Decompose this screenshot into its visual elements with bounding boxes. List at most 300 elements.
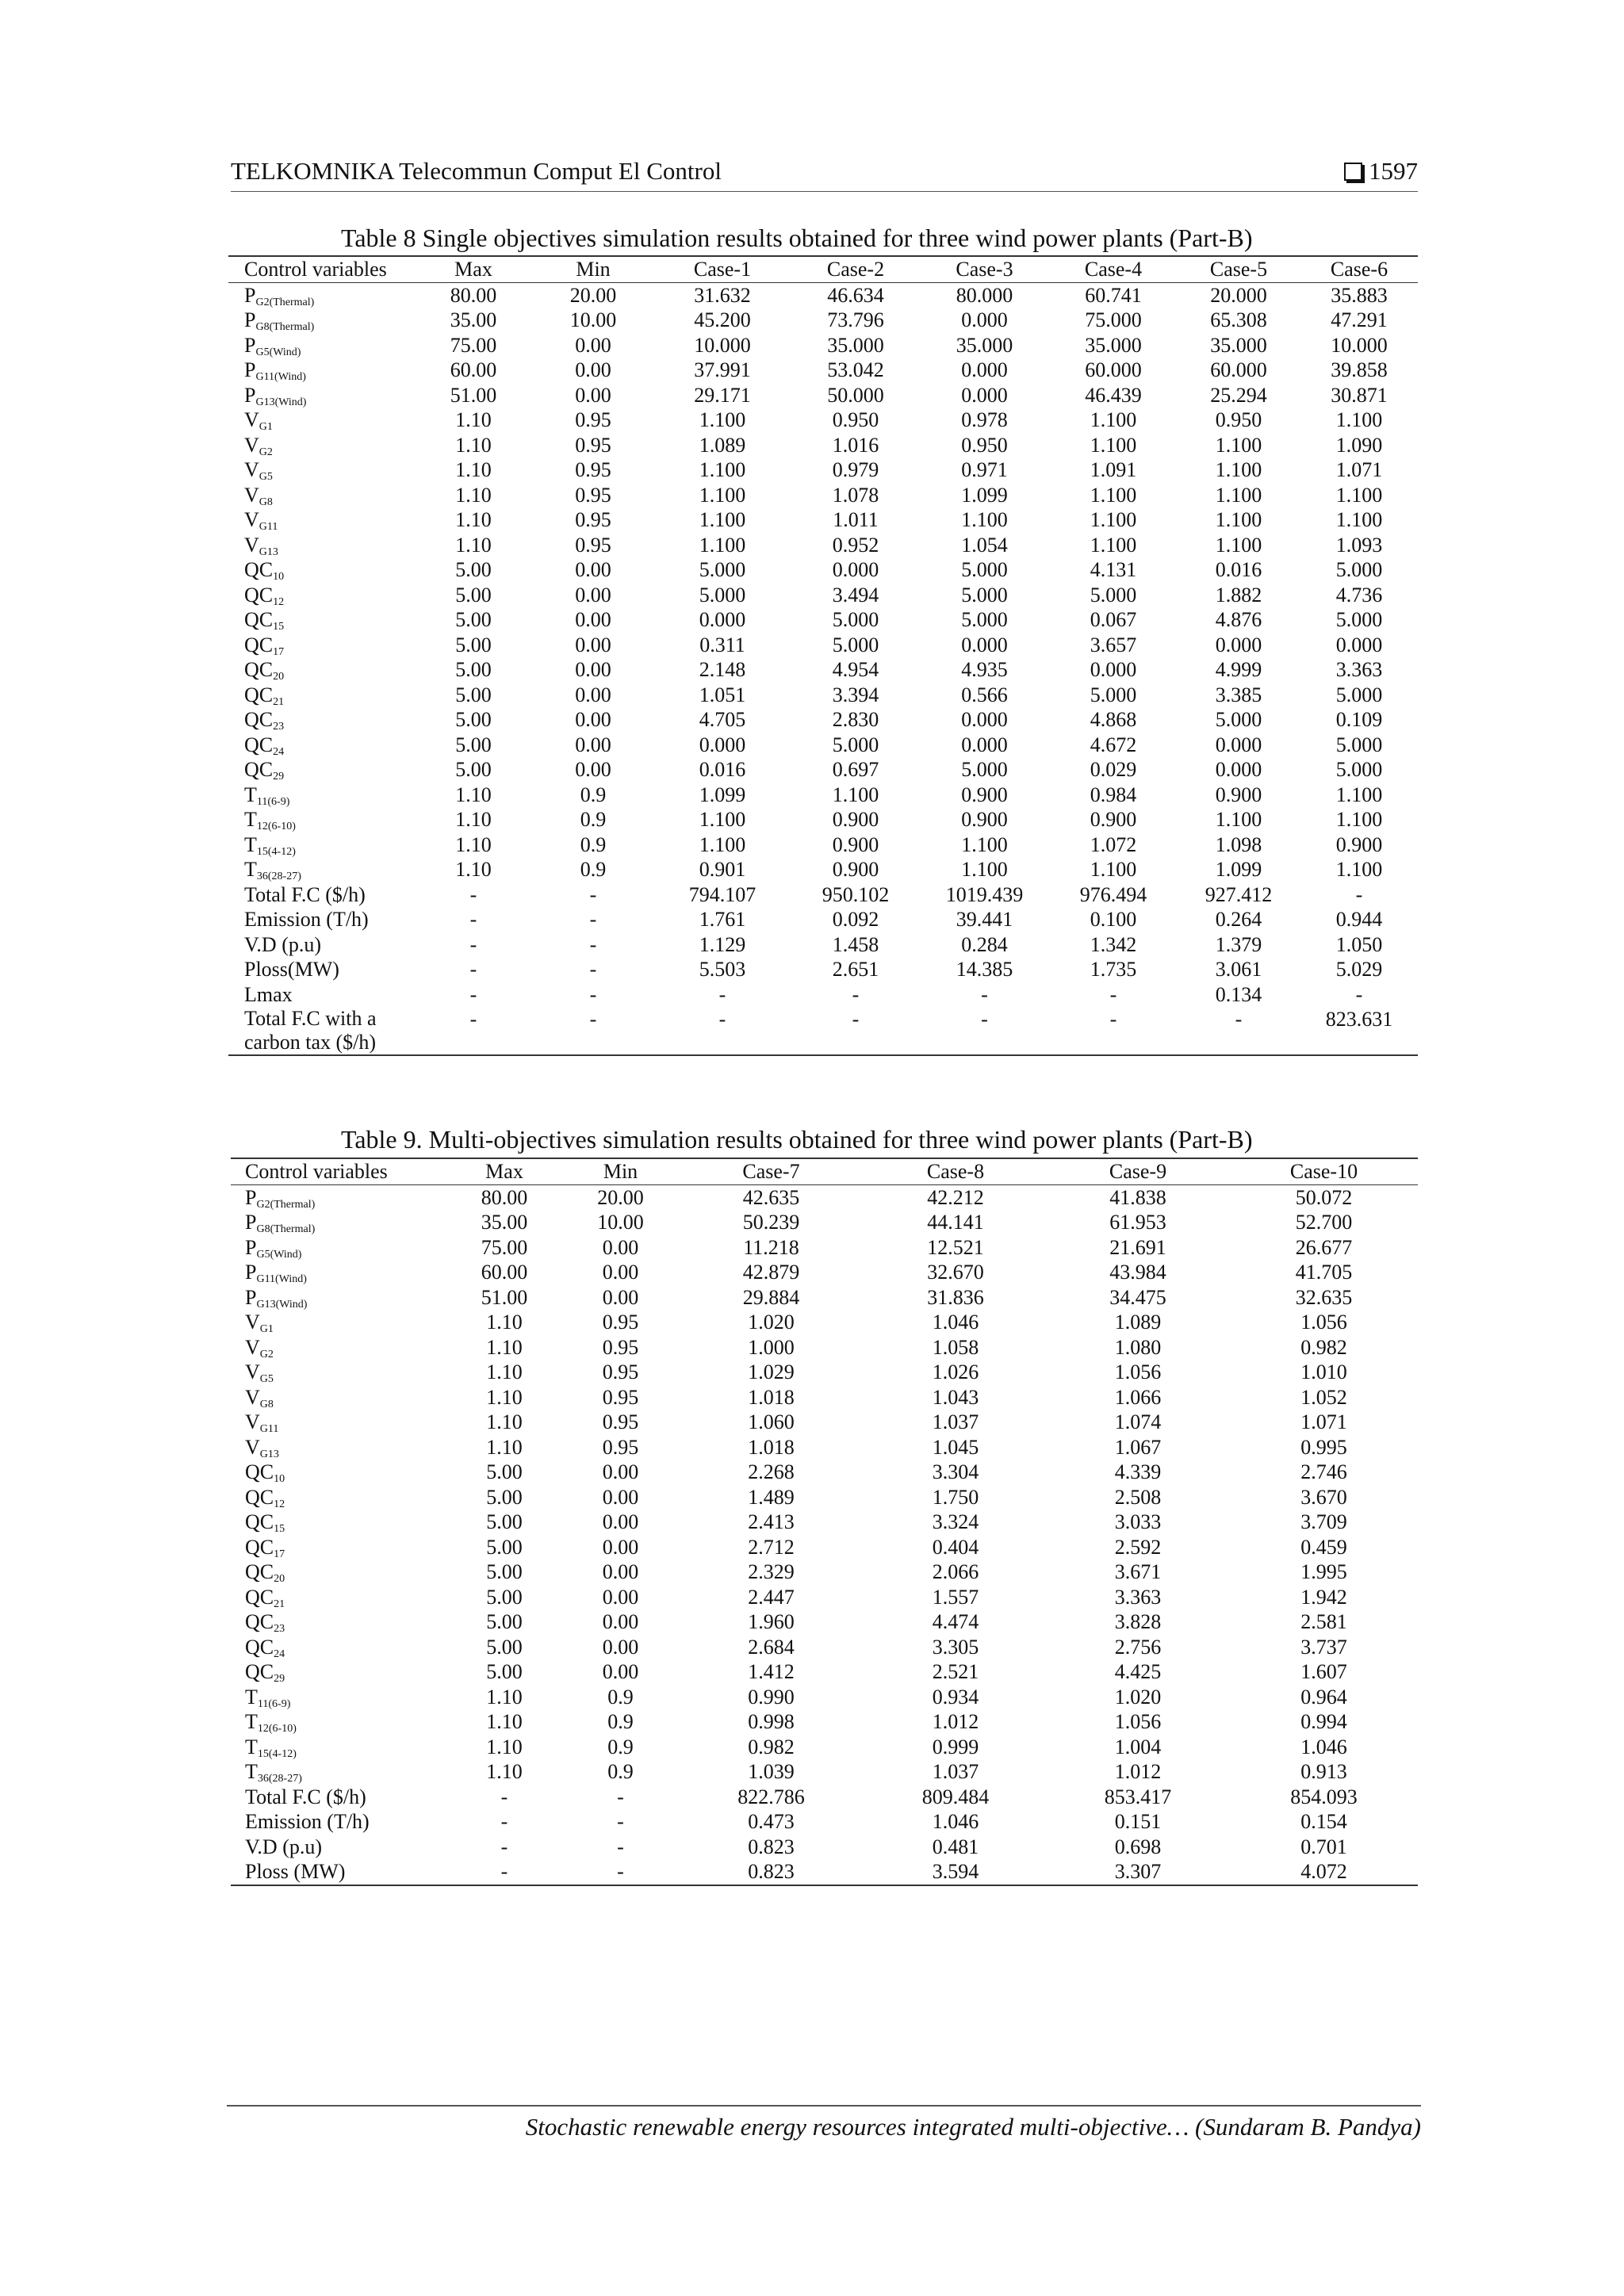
variable-symbol: QC bbox=[244, 683, 274, 706]
value-cell: 2.148 bbox=[699, 658, 746, 681]
table-row bbox=[228, 358, 1418, 383]
variable-symbol: Ploss(MW) bbox=[244, 958, 339, 981]
value-cell: 20.00 bbox=[569, 283, 617, 307]
control-variable-cell bbox=[228, 783, 413, 808]
table-row bbox=[231, 1635, 1418, 1660]
variable-subscript: G5(Wind) bbox=[255, 346, 301, 358]
value-cell: 1.098 bbox=[1215, 832, 1262, 856]
value-cell: 0.00 bbox=[575, 583, 611, 607]
value-cell: 0.151 bbox=[1114, 1810, 1162, 1833]
value-cell: 61.953 bbox=[1109, 1211, 1166, 1234]
value-cell: 1.100 bbox=[699, 508, 746, 531]
variable-symbol: P bbox=[244, 308, 256, 331]
value-cell: 1.10 bbox=[486, 1360, 523, 1383]
value-cell: 0.900 bbox=[1215, 783, 1262, 806]
variable-subscript: G13(Wind) bbox=[256, 1298, 308, 1311]
value-cell: - bbox=[500, 1785, 508, 1808]
value-cell: 2.684 bbox=[748, 1635, 795, 1659]
variable-subscript: G8 bbox=[259, 1398, 274, 1410]
value-cell: 1.10 bbox=[486, 1710, 523, 1733]
value-cell: 1.10 bbox=[455, 533, 492, 557]
variable-symbol: P bbox=[244, 358, 256, 381]
value-cell: 5.000 bbox=[961, 758, 1008, 781]
value-cell: 4.999 bbox=[1215, 658, 1262, 681]
value-cell: 1.100 bbox=[699, 408, 746, 431]
value-cell: - bbox=[589, 958, 597, 981]
variable-symbol: Total F.C with a carbon tax ($/h) bbox=[244, 1007, 377, 1054]
value-cell: 0.000 bbox=[1215, 733, 1262, 756]
value-cell: 0.00 bbox=[575, 708, 611, 731]
variable-symbol: P bbox=[245, 1285, 257, 1309]
value-cell: 0.900 bbox=[961, 808, 1008, 831]
value-cell: 2.329 bbox=[748, 1560, 795, 1583]
control-variable-cell bbox=[228, 507, 413, 533]
value-cell: 4.425 bbox=[1114, 1660, 1162, 1683]
value-cell: 0.00 bbox=[602, 1285, 639, 1309]
value-cell: 0.95 bbox=[602, 1335, 639, 1359]
variable-symbol: QC bbox=[245, 1510, 274, 1533]
value-cell: 1.046 bbox=[1300, 1735, 1347, 1758]
value-cell: 75.00 bbox=[481, 1235, 528, 1259]
value-cell: 10.00 bbox=[569, 308, 617, 331]
control-variable-cell bbox=[231, 1709, 445, 1735]
value-cell: 1.054 bbox=[961, 533, 1008, 557]
table-row bbox=[228, 932, 1418, 958]
value-cell: 10.000 bbox=[1331, 333, 1388, 357]
value-cell: 0.311 bbox=[699, 633, 745, 656]
table-row bbox=[228, 483, 1418, 508]
footer-rule bbox=[227, 2105, 1421, 2107]
value-cell: 0.995 bbox=[1300, 1435, 1347, 1459]
value-cell: 0.000 bbox=[961, 383, 1008, 407]
value-cell: 1.046 bbox=[932, 1311, 979, 1334]
value-cell: 822.786 bbox=[737, 1785, 805, 1808]
value-cell: 2.447 bbox=[748, 1585, 795, 1609]
table-row bbox=[228, 907, 1418, 932]
column-header: Case-7 bbox=[742, 1160, 800, 1183]
control-variable-cell bbox=[228, 433, 413, 458]
value-cell: 1.10 bbox=[455, 508, 492, 531]
table-row bbox=[228, 333, 1418, 358]
value-cell: 3.033 bbox=[1114, 1510, 1162, 1533]
value-cell: 976.494 bbox=[1079, 882, 1147, 906]
variable-subscript: 29 bbox=[274, 1673, 285, 1685]
value-cell: 1.056 bbox=[1114, 1360, 1162, 1383]
control-variable-cell bbox=[231, 1335, 445, 1360]
value-cell: 0.00 bbox=[575, 333, 611, 357]
value-cell: 29.171 bbox=[694, 383, 751, 407]
value-cell: 1.10 bbox=[486, 1435, 523, 1459]
control-variable-cell bbox=[231, 1585, 445, 1610]
variable-subscript: 23 bbox=[273, 721, 285, 733]
variable-subscript: 17 bbox=[273, 645, 285, 658]
control-variable-cell bbox=[231, 1785, 445, 1810]
table-row bbox=[228, 282, 1418, 308]
variable-symbol: V bbox=[244, 433, 259, 457]
header-rule bbox=[231, 191, 1418, 192]
table-row bbox=[228, 633, 1418, 658]
value-cell: 60.00 bbox=[481, 1261, 528, 1284]
value-cell: 0.934 bbox=[932, 1685, 979, 1709]
value-cell: 2.746 bbox=[1300, 1460, 1347, 1483]
value-cell: 75.00 bbox=[450, 333, 497, 357]
value-cell: 3.324 bbox=[932, 1510, 979, 1533]
value-cell: 1.074 bbox=[1114, 1410, 1162, 1433]
table-row bbox=[228, 383, 1418, 408]
value-cell: 1.080 bbox=[1114, 1335, 1162, 1359]
value-cell: 0.000 bbox=[961, 633, 1008, 656]
table-row bbox=[231, 1609, 1418, 1635]
value-cell: 1.607 bbox=[1300, 1660, 1347, 1683]
value-cell: 1.071 bbox=[1300, 1410, 1347, 1433]
value-cell: 1.100 bbox=[1335, 483, 1383, 507]
table-row bbox=[228, 783, 1418, 808]
value-cell: 1.10 bbox=[455, 458, 492, 481]
table-row bbox=[231, 1535, 1418, 1560]
column-header: Case-10 bbox=[1289, 1160, 1358, 1183]
table-row bbox=[231, 1335, 1418, 1360]
value-cell: 0.00 bbox=[575, 683, 611, 706]
value-cell: 0.00 bbox=[575, 608, 611, 631]
control-variable-cell bbox=[228, 932, 413, 958]
value-cell: 4.868 bbox=[1090, 708, 1137, 731]
value-cell: 2.268 bbox=[748, 1460, 795, 1483]
value-cell: 1.100 bbox=[1090, 483, 1137, 507]
value-cell: 0.9 bbox=[580, 832, 607, 856]
value-cell: 0.95 bbox=[575, 483, 611, 507]
value-cell: 950.102 bbox=[822, 882, 890, 906]
variable-subscript: G2 bbox=[259, 1348, 274, 1360]
value-cell: 1.10 bbox=[455, 408, 492, 431]
value-cell: 0.998 bbox=[748, 1710, 795, 1733]
table-row bbox=[231, 1685, 1418, 1710]
value-cell: 0.95 bbox=[575, 408, 611, 431]
table-row bbox=[228, 957, 1418, 982]
value-cell: - bbox=[617, 1785, 624, 1808]
value-cell: 1.10 bbox=[486, 1385, 523, 1409]
value-cell: - bbox=[617, 1860, 624, 1883]
control-variable-cell bbox=[228, 633, 413, 658]
value-cell: 1.10 bbox=[455, 808, 492, 831]
value-cell: 73.796 bbox=[827, 308, 884, 331]
value-cell: 0.900 bbox=[1090, 808, 1137, 831]
value-cell: 37.991 bbox=[694, 358, 751, 381]
variable-symbol: T bbox=[245, 1735, 258, 1758]
control-variable-cell bbox=[231, 1835, 445, 1860]
control-variable-cell bbox=[231, 1635, 445, 1660]
variable-symbol: V bbox=[244, 483, 259, 507]
value-cell: 0.109 bbox=[1335, 708, 1383, 731]
value-cell: 1.000 bbox=[748, 1335, 795, 1359]
value-cell: 0.95 bbox=[575, 458, 611, 481]
table8-header-row bbox=[228, 256, 1418, 282]
value-cell: 0.000 bbox=[961, 308, 1008, 331]
variable-subscript: G2 bbox=[259, 446, 273, 458]
variable-subscript: G1 bbox=[259, 1323, 274, 1335]
value-cell: 1.489 bbox=[748, 1485, 795, 1509]
value-cell: 0.9 bbox=[580, 858, 607, 881]
value-cell: 3.363 bbox=[1335, 658, 1383, 681]
column-header: Case-3 bbox=[956, 258, 1013, 281]
value-cell: 0.000 bbox=[1335, 633, 1383, 656]
value-cell: 1.100 bbox=[1090, 508, 1137, 531]
value-cell: 1.100 bbox=[1215, 433, 1262, 457]
value-cell: - bbox=[469, 882, 477, 906]
control-variable-cell bbox=[231, 1285, 445, 1311]
value-cell: 5.000 bbox=[1335, 683, 1383, 706]
value-cell: 1.100 bbox=[1090, 433, 1137, 457]
value-cell: 0.00 bbox=[602, 1535, 639, 1559]
value-cell: 0.100 bbox=[1090, 908, 1137, 931]
value-cell: 5.000 bbox=[1335, 758, 1383, 781]
control-variable-cell bbox=[231, 1435, 445, 1460]
control-variable-cell bbox=[231, 1260, 445, 1285]
value-cell: 0.00 bbox=[602, 1585, 639, 1609]
variable-symbol: QC bbox=[244, 583, 274, 607]
variable-subscript: G8(Thermal) bbox=[256, 1223, 316, 1235]
value-cell: 50.000 bbox=[827, 383, 884, 407]
table-row bbox=[231, 1859, 1418, 1885]
value-cell: 5.00 bbox=[455, 558, 492, 581]
value-cell: 43.984 bbox=[1109, 1261, 1166, 1284]
value-cell: 0.029 bbox=[1090, 758, 1137, 781]
variable-subscript: 11(6-9) bbox=[257, 1697, 291, 1710]
value-cell: 794.107 bbox=[688, 882, 756, 906]
value-cell: 1.012 bbox=[932, 1710, 979, 1733]
value-cell: 0.95 bbox=[602, 1311, 639, 1334]
value-cell: 3.737 bbox=[1300, 1635, 1347, 1659]
value-cell: 1.10 bbox=[455, 858, 492, 881]
variable-subscript: 15 bbox=[274, 1523, 285, 1535]
value-cell: 1.043 bbox=[932, 1385, 979, 1409]
value-cell: 1.100 bbox=[1215, 533, 1262, 557]
variable-symbol: QC bbox=[244, 708, 274, 731]
table-row bbox=[231, 1835, 1418, 1860]
value-cell: 39.858 bbox=[1331, 358, 1388, 381]
variable-symbol: Total F.C ($/h) bbox=[244, 882, 366, 906]
value-cell: 3.307 bbox=[1114, 1860, 1162, 1883]
variable-symbol: V bbox=[245, 1410, 260, 1433]
value-cell: 5.00 bbox=[486, 1535, 523, 1559]
value-cell: 0.978 bbox=[961, 408, 1008, 431]
value-cell: 5.00 bbox=[455, 658, 492, 681]
variable-symbol: P bbox=[244, 283, 256, 307]
table-row bbox=[231, 1559, 1418, 1585]
table-row bbox=[231, 1410, 1418, 1435]
value-cell: 0.95 bbox=[602, 1360, 639, 1383]
control-variable-cell bbox=[231, 1559, 445, 1585]
value-cell: 0.990 bbox=[748, 1685, 795, 1709]
value-cell: 4.339 bbox=[1114, 1460, 1162, 1483]
value-cell: 60.000 bbox=[1210, 358, 1267, 381]
value-cell: 1.735 bbox=[1090, 958, 1137, 981]
table-row bbox=[231, 1210, 1418, 1235]
variable-symbol: QC bbox=[245, 1560, 274, 1583]
value-cell: 1.050 bbox=[1335, 932, 1383, 956]
value-cell: 0.000 bbox=[1215, 633, 1262, 656]
value-cell: 5.000 bbox=[699, 583, 746, 607]
table-row bbox=[231, 1235, 1418, 1261]
value-cell: 4.876 bbox=[1215, 608, 1262, 631]
value-cell: 0.901 bbox=[699, 858, 746, 881]
value-cell: 1.995 bbox=[1300, 1560, 1347, 1583]
variable-symbol: V bbox=[245, 1385, 260, 1409]
table-row bbox=[231, 1285, 1418, 1311]
value-cell: 0.9 bbox=[607, 1760, 634, 1783]
value-cell: 2.521 bbox=[932, 1660, 979, 1683]
control-variable-cell bbox=[228, 483, 413, 508]
value-cell: 927.412 bbox=[1205, 882, 1273, 906]
variable-symbol: P bbox=[245, 1185, 257, 1209]
variable-symbol: P bbox=[245, 1235, 257, 1259]
table-row bbox=[228, 433, 1418, 458]
control-variable-cell bbox=[231, 1385, 445, 1410]
value-cell: 0.00 bbox=[602, 1485, 639, 1509]
column-header: Min bbox=[576, 258, 611, 281]
variable-subscript: 20 bbox=[274, 1573, 285, 1585]
value-cell: 0.900 bbox=[832, 808, 879, 831]
value-cell: 853.417 bbox=[1104, 1785, 1172, 1808]
value-cell: 5.00 bbox=[486, 1460, 523, 1483]
control-variable-cell bbox=[231, 1310, 445, 1335]
value-cell: 0.984 bbox=[1090, 783, 1137, 806]
variable-subscript: G11 bbox=[259, 521, 278, 533]
value-cell: 1.016 bbox=[832, 433, 879, 457]
variable-symbol: V bbox=[245, 1360, 260, 1383]
value-cell: 4.072 bbox=[1300, 1860, 1347, 1883]
value-cell: 0.9 bbox=[607, 1735, 634, 1758]
value-cell: 0.900 bbox=[961, 783, 1008, 806]
table-row bbox=[231, 1809, 1418, 1835]
value-cell: 45.200 bbox=[694, 308, 751, 331]
value-cell: 1.090 bbox=[1335, 433, 1383, 457]
variable-symbol: QC bbox=[245, 1660, 274, 1683]
value-cell: 0.823 bbox=[748, 1835, 795, 1858]
value-cell: 5.00 bbox=[486, 1585, 523, 1609]
value-cell: 1.018 bbox=[748, 1385, 795, 1409]
value-cell: 1.060 bbox=[748, 1410, 795, 1433]
value-cell: 5.00 bbox=[455, 583, 492, 607]
variable-subscript: G2(Thermal) bbox=[255, 296, 315, 308]
table-row bbox=[231, 1510, 1418, 1535]
value-cell: 47.291 bbox=[1331, 308, 1388, 331]
value-cell: - bbox=[981, 1008, 988, 1031]
value-cell: 35.000 bbox=[827, 333, 884, 357]
value-cell: 0.95 bbox=[575, 508, 611, 531]
value-cell: 0.944 bbox=[1335, 908, 1383, 931]
value-cell: 0.00 bbox=[575, 633, 611, 656]
column-header: Case-9 bbox=[1109, 1160, 1167, 1183]
value-cell: 0.00 bbox=[575, 358, 611, 381]
value-cell: 35.00 bbox=[450, 308, 497, 331]
variable-symbol: QC bbox=[245, 1635, 274, 1659]
variable-subscript: G11 bbox=[259, 1423, 279, 1435]
column-header: Case-1 bbox=[693, 258, 752, 281]
variable-subscript: 36(28-27) bbox=[256, 871, 301, 882]
control-variable-cell bbox=[228, 408, 413, 433]
variable-subscript: G5 bbox=[259, 471, 273, 483]
value-cell: 1.100 bbox=[1335, 858, 1383, 881]
value-cell: 41.705 bbox=[1295, 1261, 1353, 1284]
value-cell: 0.913 bbox=[1300, 1760, 1347, 1783]
value-cell: - bbox=[1109, 1008, 1117, 1031]
control-variable-cell bbox=[228, 607, 413, 633]
value-cell: 1.046 bbox=[932, 1810, 979, 1833]
value-cell: 1.100 bbox=[1215, 808, 1262, 831]
value-cell: 1.100 bbox=[961, 508, 1008, 531]
value-cell: 0.000 bbox=[1090, 658, 1137, 681]
value-cell: 44.141 bbox=[927, 1211, 984, 1234]
control-variable-cell bbox=[231, 1460, 445, 1485]
variable-symbol: T bbox=[244, 858, 257, 881]
value-cell: 1.100 bbox=[699, 832, 746, 856]
value-cell: 3.657 bbox=[1090, 633, 1137, 656]
value-cell: 4.474 bbox=[932, 1610, 979, 1633]
control-variable-cell bbox=[231, 1609, 445, 1635]
value-cell: 0.067 bbox=[1090, 608, 1137, 631]
table-row bbox=[228, 1007, 1418, 1055]
value-cell: 0.9 bbox=[607, 1685, 634, 1709]
control-variable-cell bbox=[228, 533, 413, 558]
value-cell: 30.871 bbox=[1331, 383, 1388, 407]
variable-symbol: QC bbox=[245, 1610, 274, 1633]
table8 bbox=[228, 255, 1418, 1056]
value-cell: 80.00 bbox=[481, 1185, 528, 1209]
value-cell: 0.000 bbox=[961, 358, 1008, 381]
value-cell: 0.697 bbox=[832, 758, 879, 781]
value-cell: 20.00 bbox=[597, 1185, 644, 1209]
variable-subscript: G8(Thermal) bbox=[255, 321, 315, 333]
value-cell: 1.129 bbox=[699, 932, 746, 956]
control-variable-cell bbox=[231, 1235, 445, 1261]
table-row bbox=[228, 457, 1418, 483]
value-cell: 0.000 bbox=[961, 733, 1008, 756]
value-cell: 0.952 bbox=[832, 533, 879, 557]
control-variable-cell bbox=[228, 857, 413, 882]
value-cell: 4.935 bbox=[961, 658, 1008, 681]
value-cell: 1.099 bbox=[961, 483, 1008, 507]
value-cell: 0.982 bbox=[1300, 1335, 1347, 1359]
value-cell: 0.000 bbox=[699, 733, 746, 756]
variable-symbol: QC bbox=[245, 1485, 274, 1509]
variable-subscript: 15 bbox=[273, 621, 285, 633]
table-row bbox=[228, 507, 1418, 533]
control-variable-cell bbox=[228, 457, 413, 483]
value-cell: 1.099 bbox=[699, 783, 746, 806]
value-cell: - bbox=[1355, 982, 1363, 1006]
value-cell: 1.100 bbox=[961, 832, 1008, 856]
table9-caption: Table 9. Multi-objectives simulation results obtained for three wind power plants (Part-B) bbox=[341, 1125, 1253, 1154]
value-cell: 5.000 bbox=[1215, 708, 1262, 731]
value-cell: 0.9 bbox=[580, 783, 607, 806]
value-cell: 1.100 bbox=[1215, 483, 1262, 507]
value-cell: 5.00 bbox=[486, 1510, 523, 1533]
variable-subscript: 24 bbox=[274, 1647, 285, 1660]
value-cell: 0.566 bbox=[961, 683, 1008, 706]
variable-subscript: G5(Wind) bbox=[256, 1248, 302, 1261]
value-cell: 3.394 bbox=[832, 683, 879, 706]
table-row bbox=[228, 832, 1418, 858]
variable-symbol: QC bbox=[245, 1460, 274, 1483]
variable-subscript: 12 bbox=[274, 1498, 285, 1510]
value-cell: - bbox=[589, 882, 597, 906]
value-cell: - bbox=[1355, 882, 1363, 906]
table-row bbox=[231, 1759, 1418, 1785]
value-cell: 0.982 bbox=[748, 1735, 795, 1758]
value-cell: 854.093 bbox=[1290, 1785, 1358, 1808]
table9-header-row bbox=[231, 1158, 1418, 1184]
value-cell: - bbox=[718, 1008, 726, 1031]
